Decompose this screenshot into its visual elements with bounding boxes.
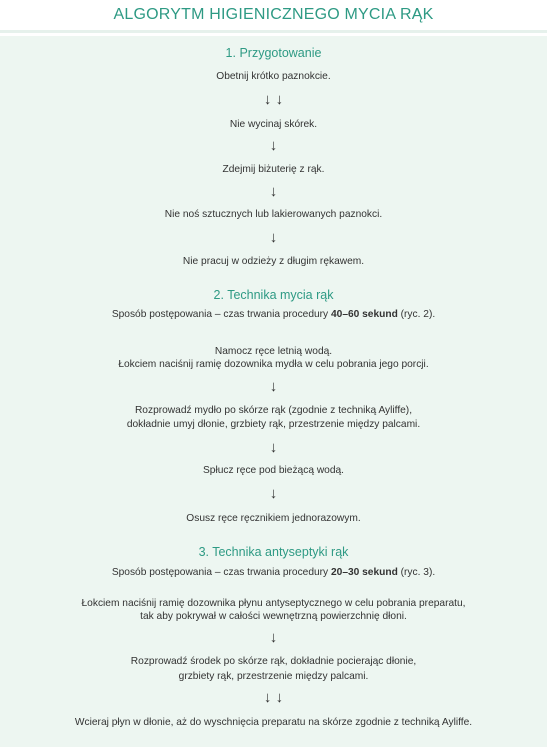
section1-heading: 1. Przygotowanie (225, 46, 322, 60)
procedure-suffix: (ryc. 3). (397, 567, 436, 578)
section3-step2-line1: Rozprowadź środek po skórze rąk, dokładnie pocierając dłonie, (130, 656, 417, 667)
down-arrow-icon: ↓ (269, 485, 278, 502)
section2-step1-line2: Łokciem naciśnij ramię dozownika mydła w celu pobrania jego porcji. (118, 359, 429, 370)
section2-heading: 2. Technika mycia rąk (213, 288, 334, 302)
down-arrow-icon: ↓ (269, 378, 278, 395)
section3-step3: Wcieraj płyn w dłonie, aż do wyschnięcia preparatu na skórze zgodnie z techniką Ayliffe. (74, 717, 473, 728)
section3-step1-line2: tak aby pokrywał w całości wewnętrzną powierzchnię dłoni. (140, 611, 407, 622)
double-down-arrow-icon: ↓ ↓ (263, 91, 284, 108)
procedure-duration: 20–30 sekund (330, 567, 398, 578)
section2-procedure (0, 308, 547, 321)
section2-step4: Osusz ręce ręcznikiem jednorazowym. (186, 513, 361, 524)
section1-step2: Nie wycinaj skórek. (229, 119, 318, 130)
section3-heading: 3. Technika antyseptyki rąk (198, 545, 349, 559)
double-down-arrow-icon: ↓ ↓ (263, 689, 284, 706)
section1-step4: Nie noś sztucznych lub lakierowanych paznokci. (164, 209, 383, 220)
page-title: ALGORYTM HIGIENICZNEGO MYCIA RĄK (113, 6, 434, 23)
procedure-suffix: (ryc. 2). (397, 309, 436, 320)
down-arrow-icon: ↓ (269, 439, 278, 456)
down-arrow-icon: ↓ (269, 137, 278, 154)
down-arrow-icon: ↓ (269, 629, 278, 646)
procedure-prefix: Sposób postępowania – czas trwania procedury (111, 309, 331, 320)
section2-step2-line2: dokładnie umyj dłonie, grzbiety rąk, przestrzenie między palcami. (126, 419, 421, 430)
title-bar (0, 0, 547, 33)
procedure-duration: 40–60 sekund (330, 309, 398, 320)
section1-step3: Zdejmij biżuterię z rąk. (222, 164, 325, 175)
procedure-prefix: Sposób postępowania – czas trwania procedury (111, 567, 331, 578)
section2-step1-line1: Namocz ręce letnią wodą. (214, 346, 333, 357)
section3-step2-line2: grzbiety rąk, przestrzenie między palcami. (178, 671, 369, 682)
down-arrow-icon: ↓ (269, 183, 278, 200)
section3-procedure (0, 566, 547, 579)
section2-step3: Spłucz ręce pod bieżącą wodą. (202, 465, 344, 476)
section1-step5: Nie pracuj w odzieży z długim rękawem. (182, 256, 365, 267)
content-panel (0, 36, 547, 747)
section2-step2-line1: Rozprowadź mydło po skórze rąk (zgodnie z techniką Ayliffe), (134, 405, 413, 416)
down-arrow-icon: ↓ (269, 229, 278, 246)
section3-step1-line1: Łokciem naciśnij ramię dozownika płynu antyseptycznego w celu pobrania preparatu, (81, 598, 466, 609)
section1-step1: Obetnij krótko paznokcie. (216, 71, 331, 82)
